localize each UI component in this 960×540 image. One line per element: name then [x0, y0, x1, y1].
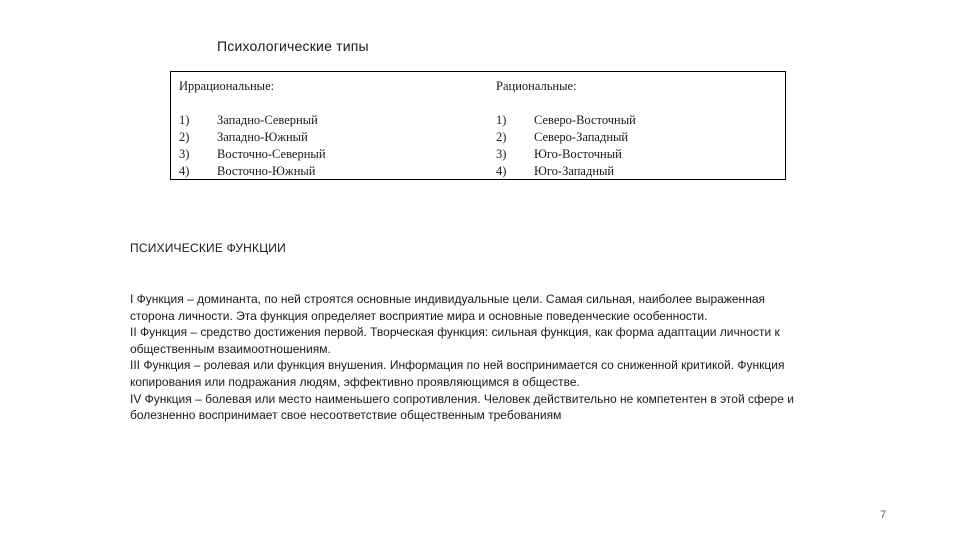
slide-title: Психологические типы: [217, 38, 369, 54]
item-number: 1): [179, 113, 190, 127]
item-number: 3): [496, 147, 507, 161]
item-text: Юго-Восточный: [534, 147, 622, 161]
item-text: Западно-Северный: [217, 113, 318, 127]
functions-text: [130, 291, 810, 424]
item-text: Западно-Южный: [217, 130, 308, 144]
rational-header: Рациональные:: [496, 79, 577, 93]
item-text: Северо-Восточный: [534, 113, 636, 127]
item-text: Восточно-Южный: [217, 164, 316, 178]
item-number: 2): [496, 130, 507, 144]
types-table: [170, 71, 786, 180]
section-title: ПСИХИЧЕСКИЕ ФУНКЦИИ: [130, 241, 286, 255]
irrational-header: Иррациональные:: [179, 79, 275, 93]
item-number: 1): [496, 113, 507, 127]
item-number: 4): [496, 164, 507, 178]
paragraph-function-3: III Функция – ролевая или функция внушения. Информация по ней воспринимается со сниженной критикой. Функция копирования или подражания людям, эффективно проявляющимся в обществе.: [130, 358, 785, 389]
item-text: Юго-Западный: [534, 164, 615, 178]
item-text: Северо-Западный: [534, 130, 629, 144]
paragraph-function-2: II Функция – средство достижения первой. Творческая функция: сильная функция, как форма адаптации личности к общественным взаимоотношениям.: [130, 325, 780, 356]
item-number: 3): [179, 147, 190, 161]
page-number: 7: [880, 509, 887, 521]
item-text: Восточно-Северный: [217, 147, 326, 161]
paragraph-function-1: I Функция – доминанта, по ней строятся основные индивидуальные цели. Самая сильная, наиболее выраженная сторона личности. Эта функция определяет восприятие мира и основные поведенческие особенности.: [130, 292, 765, 323]
item-number: 4): [179, 164, 190, 178]
item-number: 2): [179, 130, 190, 144]
paragraph-function-4: IV Функция – болевая или место наименьшего сопротивления. Человек действительно не компетентен в этой сфере и болезненно воспринимает свое несоответствие общественным требованиям: [130, 391, 794, 423]
